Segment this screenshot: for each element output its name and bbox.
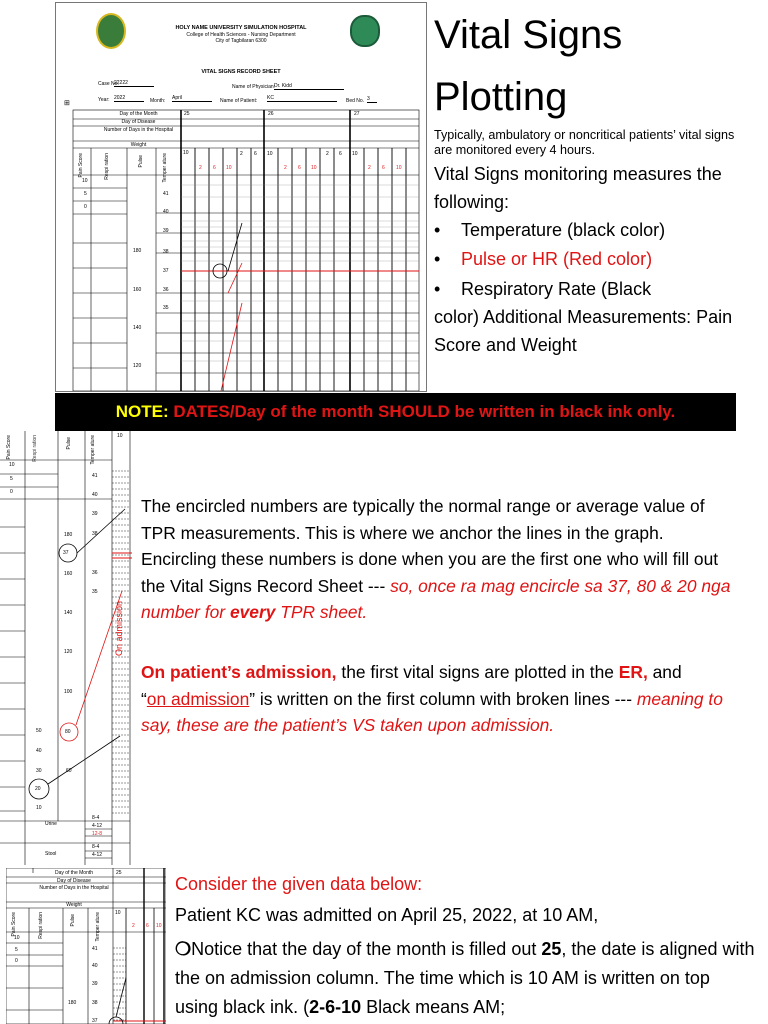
pulse-120: 120 xyxy=(133,363,142,369)
row-day-of-disease: Day of Disease xyxy=(121,119,156,125)
time-6-pm: 6 xyxy=(146,923,149,929)
para2-text2: and xyxy=(647,662,682,682)
temp-35: 35 xyxy=(163,305,169,311)
resp-40: 40 xyxy=(36,748,42,754)
para2-on-admission: on admission xyxy=(146,688,250,709)
row-days-in-hospital: Number of Days in the Hospital xyxy=(39,885,109,891)
notice-text-1: Notice that the day of the month is filled out xyxy=(191,939,542,959)
vital-signs-sheet-top xyxy=(55,2,427,392)
bullet-pulse-text: Pulse or HR (Red color) xyxy=(461,249,653,269)
temp-38: 38 xyxy=(163,249,169,255)
note-text xyxy=(55,393,736,431)
urine-label: Urine xyxy=(45,821,57,827)
para2-italic: meaning to say, these are the patient’s VS taken upon admission. xyxy=(141,688,723,736)
pulse-180: 180 xyxy=(64,532,73,538)
bullet-dot-icon: • xyxy=(434,249,441,269)
day-25: 25 xyxy=(184,111,190,117)
pain-5: 5 xyxy=(10,476,13,482)
college-name: College of Health Sciences - Nursing Department xyxy=(186,32,296,38)
time-10-am: 10 xyxy=(352,151,358,157)
intro-text: Typically, ambulatory or noncritical patients’ vital signs are monitored every 4 hours. xyxy=(434,128,735,157)
note-bar xyxy=(55,393,736,431)
temp-37: 37 xyxy=(92,1018,98,1024)
pain-10: 10 xyxy=(14,935,20,941)
temp-37: 37 xyxy=(163,268,169,274)
row-day-of-disease: Day of Disease xyxy=(57,878,91,884)
on-admission-label: On admission xyxy=(114,601,124,657)
pain-5: 5 xyxy=(84,191,87,197)
given-data-notice xyxy=(175,935,755,1022)
bed-label: Bed No. xyxy=(346,98,365,104)
pain-0: 0 xyxy=(15,958,18,964)
col-respiration: Respi ration xyxy=(104,153,110,180)
para2-er: ER, xyxy=(618,662,648,682)
pulse-100: 100 xyxy=(64,689,73,695)
col-pain-score: Pain Score xyxy=(6,435,12,460)
temp-39: 39 xyxy=(163,228,169,234)
pulse-180: 180 xyxy=(68,1000,77,1006)
pulse-60: 60 xyxy=(66,768,72,774)
month-value: April xyxy=(172,95,212,102)
shift-12-8: 12-8 xyxy=(92,831,103,837)
time-10-pm: 10 xyxy=(396,165,402,171)
resp-10: 10 xyxy=(36,805,42,811)
vital-signs-sheet-bottom xyxy=(6,868,166,1024)
physician-label: Name of Physician: xyxy=(232,84,276,90)
col-pulse: Pulse xyxy=(70,914,76,927)
resp-50: 50 xyxy=(36,728,42,734)
shift-4-12: 4-12 xyxy=(92,852,103,858)
vital-signs-sheet-middle xyxy=(0,431,132,865)
temp-40: 40 xyxy=(92,492,98,498)
para2-text1: the first vital signs are plotted in the xyxy=(336,662,619,682)
month-label: Month: xyxy=(150,98,166,104)
pulse-180: 180 xyxy=(133,248,142,254)
pain-10: 10 xyxy=(9,462,15,468)
day-26: 26 xyxy=(268,111,274,117)
col-temperature: Temper ature xyxy=(95,912,101,942)
bed-value: 3 xyxy=(367,96,377,103)
para1-black: The encircled numbers are typically the normal range or average value of TPR measurements. This is where we anchor the lines in the graph. Encircling these numbers is done when you are the first one who will fill out the Vital Signs Record Sheet --- xyxy=(141,496,719,596)
bullet-respiratory-text: Respiratory Rate (Black xyxy=(461,279,652,299)
row-weight: Weight xyxy=(66,902,82,908)
circle-bullet-icon: ❍ xyxy=(175,939,192,959)
time-2-pm: 2 xyxy=(368,165,371,171)
shift-8-4: 8-4 xyxy=(92,815,100,821)
time-10-pm: 10 xyxy=(226,165,232,171)
time-6-pm: 6 xyxy=(213,165,216,171)
time-2-pm: 2 xyxy=(132,923,135,929)
vital-signs-grid-middle xyxy=(0,431,132,865)
vital-signs-grid-bottom xyxy=(6,868,166,1024)
col-pain-score: Pain Score xyxy=(11,912,17,937)
temp-38: 38 xyxy=(92,1000,98,1006)
case-label: Case No. xyxy=(98,81,119,87)
para1-red-end: TPR sheet. xyxy=(275,602,368,623)
pulse-120: 120 xyxy=(64,649,73,655)
temp-39: 39 xyxy=(92,511,98,517)
para2-text3: is written on the first column with broken lines --- xyxy=(255,688,637,709)
bullet-dot-icon: • xyxy=(434,279,441,299)
para2-quote-close: ” xyxy=(249,688,256,709)
university-name: HOLY NAME UNIVERSITY SIMULATION HOSPITAL xyxy=(175,25,307,31)
time-6-pm: 6 xyxy=(382,165,385,171)
additional-measurements: color) Additional Measurements: Pain Score and Weight xyxy=(434,307,733,355)
para1-every: every xyxy=(229,602,276,623)
time-2-am: 2 xyxy=(240,151,243,157)
year-value: 2022 xyxy=(114,95,144,102)
temp-41: 41 xyxy=(92,473,98,479)
sheet-title: VITAL SIGNS RECORD SHEET xyxy=(201,69,281,75)
time-2-am: 2 xyxy=(326,151,329,157)
pulse-80: 80 xyxy=(65,729,71,735)
bullet-temperature xyxy=(434,216,665,245)
admission-paragraph xyxy=(141,659,741,739)
patient-label: Name of Patient: xyxy=(220,98,258,104)
patient-value: KC xyxy=(267,95,337,102)
temp-40: 40 xyxy=(92,963,98,969)
day-25: 25 xyxy=(116,870,122,876)
notice-text-3: Black means AM; xyxy=(361,997,506,1017)
row-days-in-hospital: Number of Days in the Hospital xyxy=(103,127,174,133)
temp-36: 36 xyxy=(163,287,169,293)
note-label: NOTE: xyxy=(115,402,169,421)
time-10-pm: 10 xyxy=(311,165,317,171)
col-temperature: Temper ature xyxy=(162,153,168,183)
temp-36: 36 xyxy=(92,570,98,576)
resp-20: 20 xyxy=(35,786,41,792)
row-weight: Weight xyxy=(130,142,147,148)
para2-admission-bold: On patient’s admission, xyxy=(141,662,337,682)
row-day-of-month: Day of the Month xyxy=(119,111,158,117)
time-2-pm: 2 xyxy=(199,165,202,171)
page-title-line1: Vital Signs xyxy=(434,13,623,57)
shift-4-12: 4-12 xyxy=(92,823,103,829)
temp-35: 35 xyxy=(92,589,98,595)
pulse-160: 160 xyxy=(64,571,73,577)
resp-30: 30 xyxy=(36,768,42,774)
notice-2-6-10: 2-6-10 xyxy=(309,997,362,1017)
para2-quote-open: “ xyxy=(141,688,147,709)
temp-37: 37 xyxy=(63,550,69,556)
col-pulse: Pulse xyxy=(66,437,72,450)
temp-41: 41 xyxy=(92,946,98,952)
city-name: City of Tagbilaran 6300 xyxy=(215,38,267,44)
given-data-line1: Patient KC was admitted on April 25, 2022, at 10 AM, xyxy=(175,905,599,925)
pulse-140: 140 xyxy=(133,325,142,331)
pain-0: 0 xyxy=(10,489,13,495)
day-27: 27 xyxy=(354,111,360,117)
year-label: Year: xyxy=(98,97,110,103)
col-respiration: Respi ration xyxy=(32,435,38,462)
temp-38: 38 xyxy=(92,531,98,537)
temp-40: 40 xyxy=(163,209,169,215)
pain-5: 5 xyxy=(15,947,18,953)
pain-10: 10 xyxy=(82,178,88,184)
time-10-pm: 10 xyxy=(156,923,162,929)
time-6-am: 6 xyxy=(339,151,342,157)
move-handle-icon: ⊞ xyxy=(64,100,70,107)
notice-day-25: 25 xyxy=(541,939,562,959)
note-body: DATES/Day of the month SHOULD be written in black ink only. xyxy=(168,402,676,421)
given-data-heading: Consider the given data below: xyxy=(175,874,423,894)
col-respiration: Respi ration xyxy=(38,912,44,939)
bullet-temperature-text: Temperature (black color) xyxy=(461,220,666,240)
shift-8-4: 8-4 xyxy=(92,844,100,850)
time-10: 10 xyxy=(183,150,189,156)
temp-39: 39 xyxy=(92,981,98,987)
page-title-line2: Plotting xyxy=(434,75,568,119)
time-10: 10 xyxy=(117,433,123,439)
row-day-of-month: Day of the Month xyxy=(54,870,94,876)
para1-red: so, once ra mag encircle sa 37, 80 & 20 nga number for xyxy=(141,575,731,623)
stool-label: Stool xyxy=(45,851,57,857)
time-2-pm: 2 xyxy=(284,165,287,171)
encircled-numbers-paragraph xyxy=(141,493,741,626)
col-pulse: Pulse xyxy=(138,155,144,168)
time-10: 10 xyxy=(115,910,121,916)
pulse-160: 160 xyxy=(133,287,142,293)
time-6-am: 6 xyxy=(254,151,257,157)
time-6-pm: 6 xyxy=(298,165,301,171)
bullet-respiratory xyxy=(434,275,651,304)
notice-text-2: , the date is aligned with the on admission column. The time which is 10 AM is written on top using black ink. ( xyxy=(175,939,755,1017)
pain-0: 0 xyxy=(84,204,87,210)
pulse-140: 140 xyxy=(64,610,73,616)
vital-signs-grid-top xyxy=(56,3,426,391)
col-temperature: Temper ature xyxy=(90,435,96,465)
physician-value: Dr. Kidd xyxy=(274,83,344,90)
case-value: 22222 xyxy=(114,80,154,87)
col-pain-score: Pain Score xyxy=(78,153,84,178)
bullet-pulse xyxy=(434,245,652,274)
temp-41: 41 xyxy=(163,191,169,197)
bullet-dot-icon: • xyxy=(434,220,441,240)
time-10-am: 10 xyxy=(267,151,273,157)
measures-intro: Vital Signs monitoring measures the following: xyxy=(434,164,722,212)
